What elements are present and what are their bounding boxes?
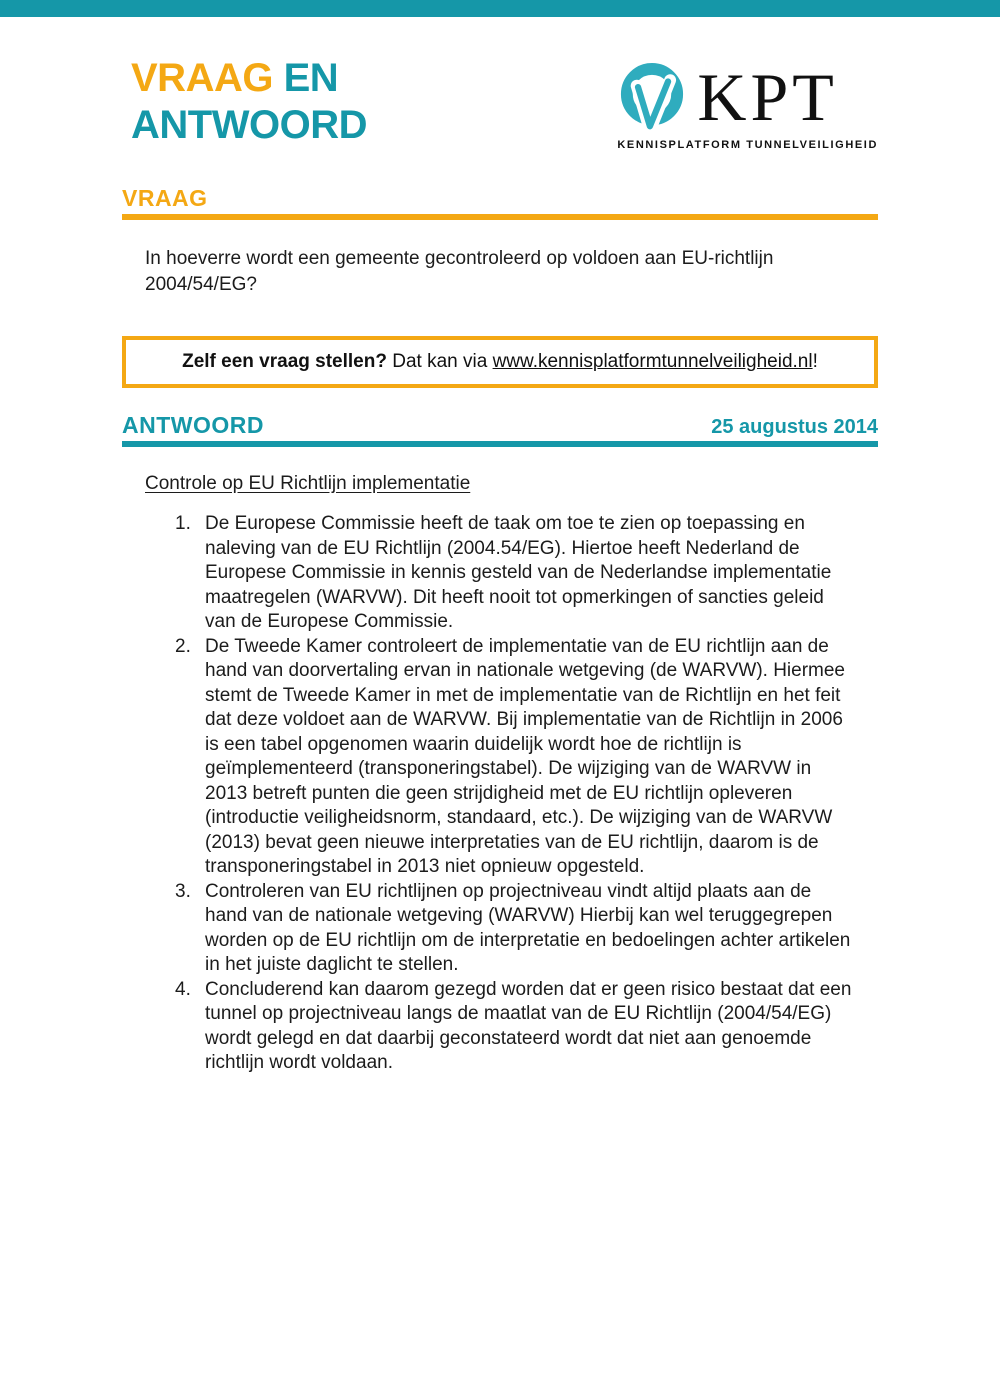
answer-list-item: De Europese Commissie heeft de taak om toe te zien op toepassing en naleving van de EU Richtlijn (2004.54/EG). Hiertoe heeft Nederland de Europese Commissie in kennis gesteld van de Nederlandse implementatie maatregelen (WARVW). Dit heeft nooit tot opmerkingen of sancties geleid van de Europese Commissie. (205, 513, 832, 632)
answer-list-item: De Tweede Kamer controleert de implementatie van de EU richtlijn aan de hand van doorvertaling ervan in nationale wetgeving (de WARVW). Hiermee stemt de Tweede Kamer in met de implementatie van de Richtlijn en het feit dat deze voldoet aan de WARVW. Bij implementatie van de Richtlijn in 2006 is een tabel opgenomen waarin duidelijk wordt hoe de richtlijn is geïmplementeerd (transponeringstabel). De wijziging van de WARVW in 2013 betreft punten die geen strijdigheid met de EU richtlijn opleveren (introductie veiligheidsnorm, standaard, etc.). De wijziging van de WARVW (2013) bevat geen nieuwe interpretaties van de EU richtlijn, daarom is de transponeringstabel in 2013 niet opnieuw opgesteld. (205, 635, 845, 877)
logo-subtitle: KENNISPLATFORM TUNNELVEILIGHEID (617, 139, 878, 151)
answer-date: 25 augustus 2014 (711, 416, 878, 438)
ask-box-text: Dat kan via (386, 351, 493, 372)
ask-box-text-suffix: ! (812, 351, 818, 372)
document-title-line1 (131, 55, 367, 102)
answer-list-item: Concluderend kan daarom gezegd worden dat er geen risico bestaat dat een tunnel op projectniveau langs de maatlat van de EU Richtlijn (2004/54/EG) wordt gelegd en dat daarbij geconstateerd wordt dat niet aan genoemde richtlijn wordt voldaan. (205, 978, 852, 1073)
document-header (122, 55, 878, 151)
title-word-en: EN (272, 56, 339, 100)
question-section-heading: VRAAG (122, 185, 208, 211)
answer-section-heading: ANTWOORD (122, 412, 264, 438)
question-text: In hoeverre wordt een gemeente gecontroleerd op voldoen aan EU-richtlijn 2004/54/EG? (145, 248, 774, 295)
answer-list (122, 512, 878, 1076)
ask-box-bold-text: Zelf een vraag stellen? (182, 351, 387, 372)
kpt-logo (617, 59, 878, 151)
ask-question-box (122, 336, 878, 388)
answer-heading-rule (122, 441, 878, 447)
top-accent-bar (0, 0, 1000, 17)
answer-heading-row (122, 412, 878, 439)
title-word-vraag: VRAAG (131, 56, 273, 100)
document-title (131, 55, 367, 149)
kpt-website-link[interactable]: www.kennisplatformtunnelveiligheid.nl (492, 351, 813, 372)
question-heading-rule (122, 214, 878, 220)
tunnel-check-icon (617, 62, 687, 136)
logo-acronym: KPT (697, 59, 838, 135)
document-title-line2: ANTWOORD (131, 103, 367, 147)
answer-list-item: Controleren van EU richtlijnen op projectniveau vindt altijd plaats aan de hand van de nationale wetgeving (WARVW) Hierbij kan wel teruggegrepen worden op de EU richtlijn om de interpretatie en bedoelingen achter artikelen in het juiste daglicht te stellen. (205, 880, 851, 975)
answer-section (122, 412, 878, 1076)
document-page (0, 55, 1000, 1076)
answer-subheading: Controle op EU Richtlijn implementatie (145, 473, 471, 494)
question-section (122, 185, 878, 297)
